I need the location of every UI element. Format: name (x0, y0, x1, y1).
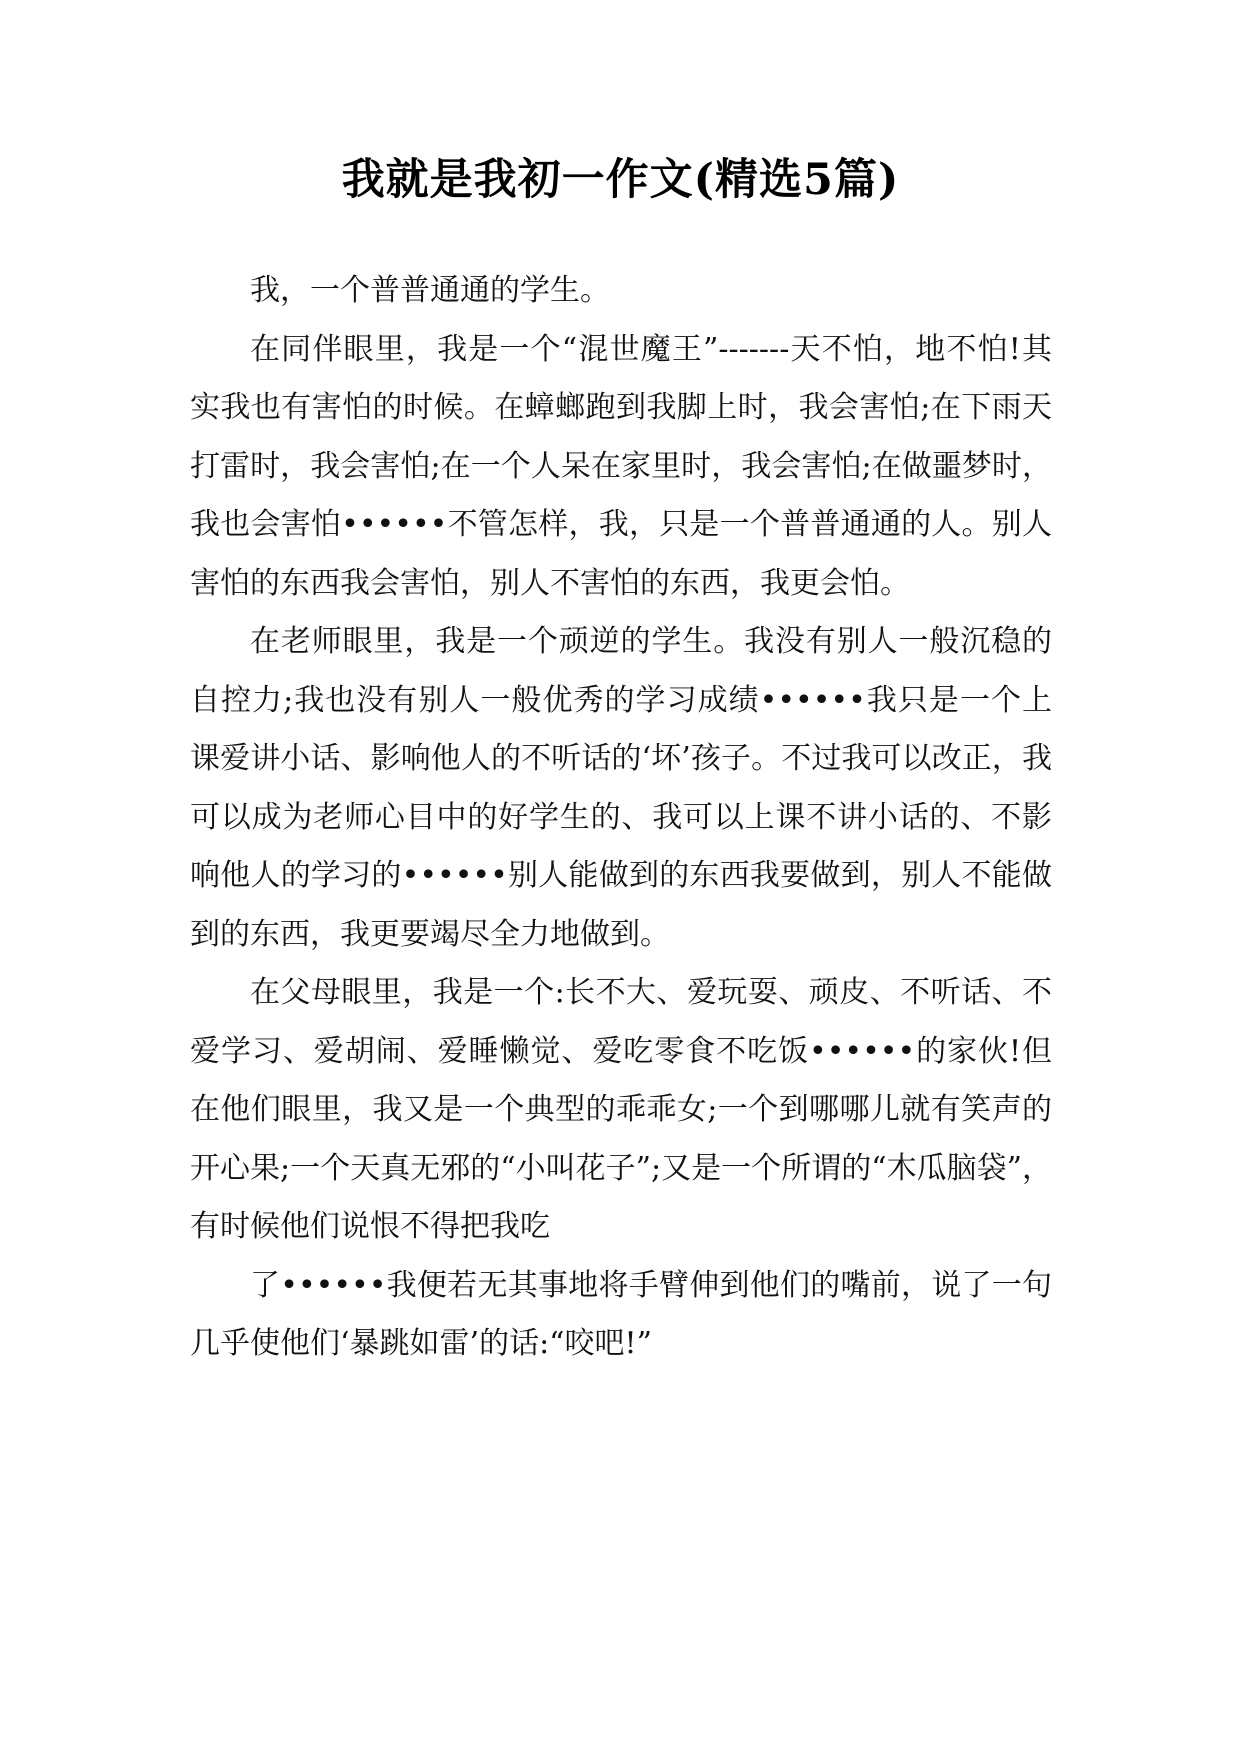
document-title: 我就是我初一作文(精选5篇) (341, 155, 900, 205)
paragraph-1: 我，一个普普通通的学生。 (250, 273, 610, 308)
paragraph-2: 在同伴眼里，我是一个“混世魔王”-------天不怕，地不怕!其实我也有害怕的时候。在蟑螂跑到我脚上时，我会害怕;在下雨天打雷时，我会害怕;在一个人呆在家里时，我会害怕;在做噩梦时，我也会害怕••••••不管怎样，我，只是一个普普通通的人。别人害怕的东西我会害怕，别人不害怕的东西，我更会怕。 (190, 331, 1052, 601)
paragraph-3: 在老师眼里，我是一个顽逆的学生。我没有别人一般沉稳的自控力;我也没有别人一般优秀的学习成绩••••••我只是一个上课爱讲小话、影响他人的不听话的‘坏’孩子。不过我可以改正，我可以成为老师心目中的好学生的、我可以上课不讲小话的、不影响他人的学习的••••••别人能做到的东西我要做到，别人不能做到的东西，我更要竭尽全力地做到。 (190, 624, 1052, 952)
document-body (190, 262, 1052, 1374)
paragraph-4: 在父母眼里，我是一个:长不大、爱玩耍、顽皮、不听话、不爱学习、爱胡闹、爱睡懒觉、爱吃零食不吃饭••••••的家伙!但在他们眼里，我又是一个典型的乖乖女;一个到哪哪儿就有笑声的开心果;一个天真无邪的“小叫花子”;又是一个所谓的“木瓜脑袋”，有时候他们说恨不得把我吃 (190, 975, 1052, 1244)
paragraph-5: 了••••••我便若无其事地将手臂伸到他们的嘴前，说了一句几乎使他们‘暴跳如雷’的话:“咬吧!” (190, 1267, 1052, 1361)
